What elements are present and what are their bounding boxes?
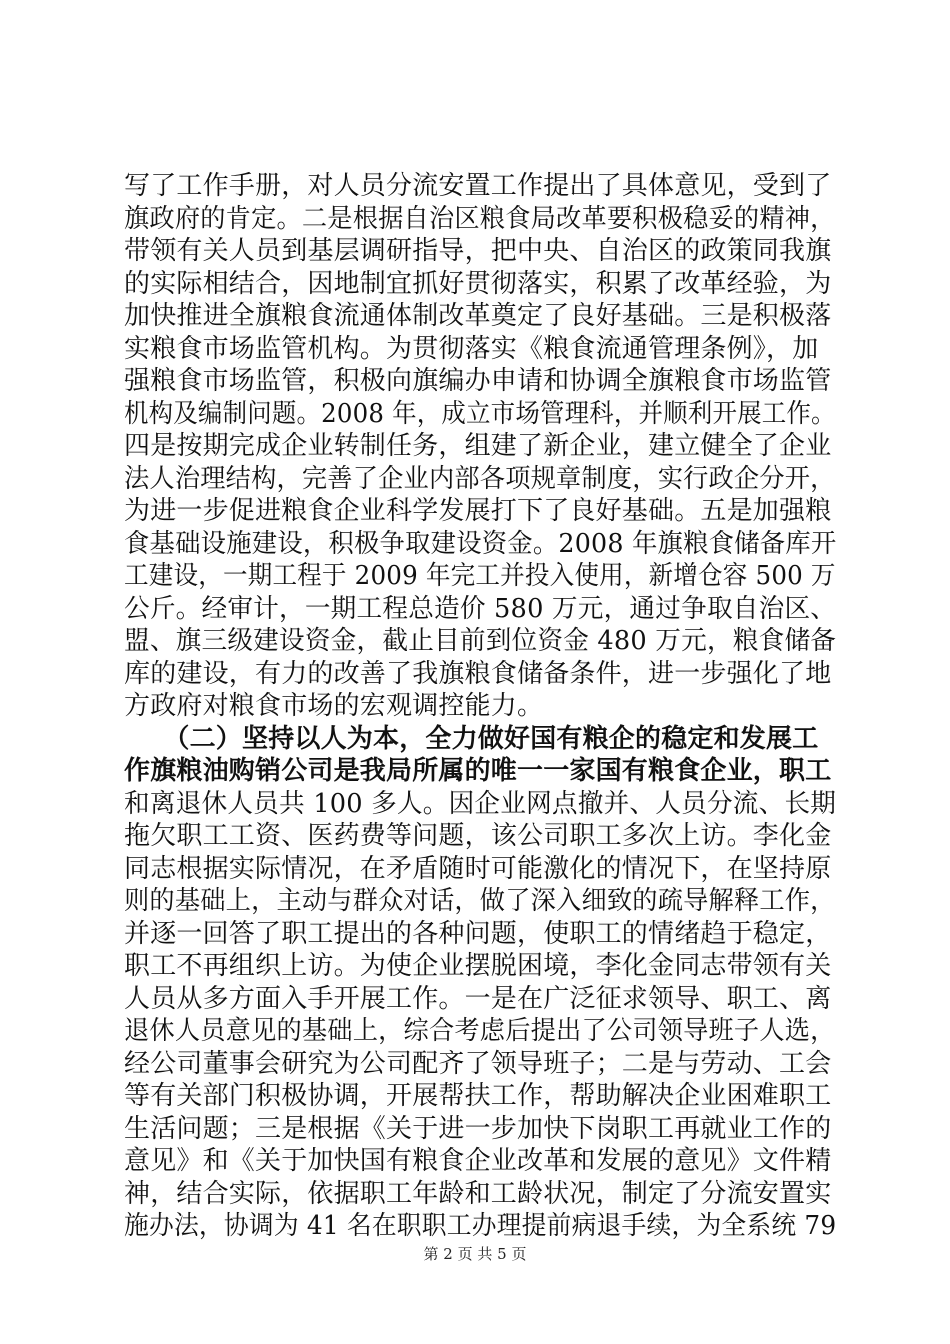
text-line: 公斤。经审计，一期工程总造价 580 万元，通过争取自治区、	[124, 593, 837, 624]
text-line: 拖欠职工工资、医药费等问题，该公司职工多次上访。李化金	[124, 821, 832, 851]
text-line: 工建设，一期工程于 2009 年完工并投入使用，新增仓容 500 万	[124, 561, 836, 591]
text-line: 人员从多方面入手开展工作。一是在广泛征求领导、职工、离	[124, 983, 832, 1014]
text-line: 作旗粮油购销公司是我局所属的唯一一家国有粮食企业，职工	[124, 756, 832, 786]
page-footer: 第 2 页 共 5 页	[423, 1245, 527, 1263]
text-line: 实粮食市场监管机构。为贯彻落实《粮食流通管理条例》，加	[124, 333, 819, 364]
text-line: 等有关部门积极协调，开展帮扶工作，帮助解决企业困难职工	[124, 1081, 832, 1111]
text-line: 加快推进全旗粮食流通体制改革奠定了良好基础。三是积极落	[124, 301, 832, 331]
text-line: 生活问题；三是根据《关于进一步加快下岗职工再就业工作的	[124, 1113, 832, 1144]
text-line: 神，结合实际，依据职工年龄和工龄状况，制定了分流安置实	[124, 1178, 832, 1209]
text-line: （二）坚持以人为本，全力做好国有粮企的稳定和发展工	[124, 723, 819, 754]
text-line: 施办法，协调为 41 名在职职工办理提前病退手续，为全系统 79	[124, 1211, 837, 1241]
text-line: 盟、旗三级建设资金，截止目前到位资金 480 万元，粮食储备	[124, 626, 837, 656]
text-line: 意见》和《关于加快国有粮食企业改革和发展的意见》文件精	[124, 1146, 832, 1176]
text-line: 旗政府的肯定。二是根据自治区粮食局改革要积极稳妥的精神，	[124, 203, 836, 234]
text-line: 和离退休人员共 100 多人。因企业网点撤并、人员分流、长期	[124, 788, 837, 819]
text-line: 方政府对粮食市场的宏观调控能力。	[124, 691, 544, 721]
text-line: 经公司董事会研究为公司配齐了领导班子；二是与劳动、工会	[124, 1048, 832, 1079]
text-line: 机构及编制问题。2008 年，成立市场管理科，并顺利开展工作。	[124, 398, 836, 429]
text-line: 职工不再组织上访。为使企业摆脱困境，李化金同志带领有关	[124, 951, 832, 981]
text-line: 法人治理结构，完善了企业内部各项规章制度，实行政企分开，	[124, 463, 836, 494]
text-line: 库的建设，有力的改善了我旗粮食储备条件，进一步强化了地	[124, 658, 832, 689]
text-line: 则的基础上，主动与群众对话，做了深入细致的疏导解释工作，	[124, 886, 836, 916]
text-line: 为进一步促进粮食企业科学发展打下了良好基础。五是加强粮	[124, 496, 832, 526]
text-line: 的实际相结合，因地制宜抓好贯彻落实，积累了改革经验，为	[124, 268, 832, 299]
text-line: 并逐一回答了职工提出的各种问题，使职工的情绪趋于稳定，	[124, 918, 832, 949]
text-line: 同志根据实际情况，在矛盾随时可能激化的情况下，在坚持原	[124, 853, 832, 884]
text-line: 食基础设施建设，积极争取建设资金。2008 年旗粮食储备库开	[124, 528, 837, 559]
text-line: 强粮食市场监管，积极向旗编办申请和协调全旗粮食市场监管	[124, 366, 832, 396]
text-line: 四是按期完成企业转制任务，组建了新企业，建立健全了企业	[124, 431, 832, 461]
text-line: 写了工作手册，对人员分流安置工作提出了具体意见，受到了	[124, 171, 832, 201]
body-text	[124, 170, 836, 1243]
text-line: 带领有关人员到基层调研指导，把中央、自治区的政策同我旗	[124, 236, 832, 266]
text-line: 退休人员意见的基础上，综合考虑后提出了公司领导班子人选，	[124, 1016, 836, 1046]
